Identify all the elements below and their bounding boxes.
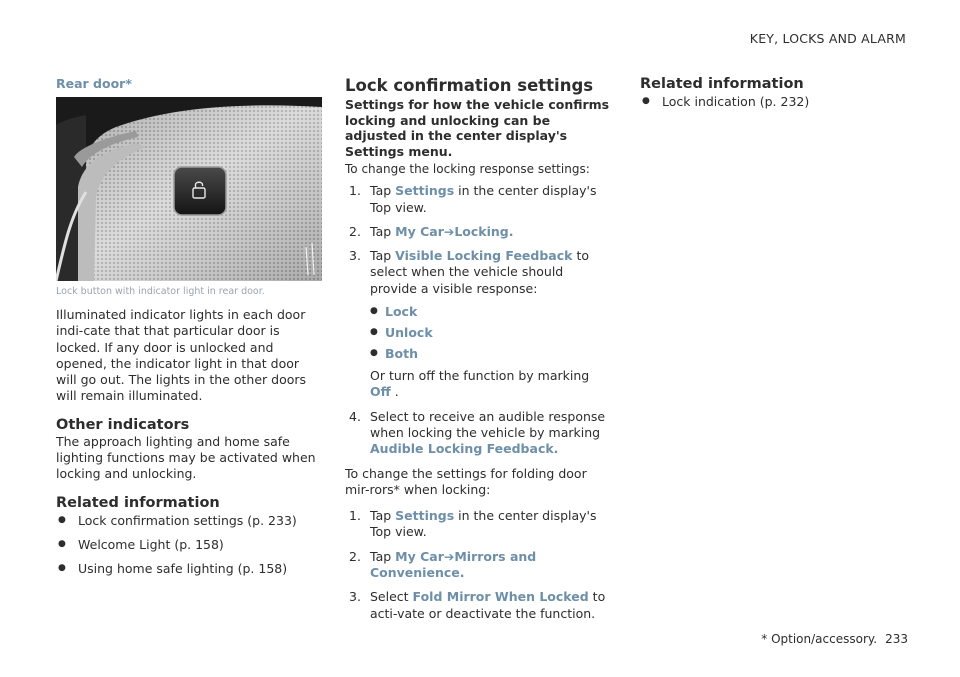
related-info-heading: Related information <box>56 494 220 511</box>
related-link[interactable]: ● Welcome Light (p. 158) <box>56 537 322 553</box>
option-lock: ● Lock <box>370 304 613 320</box>
related-info-heading: Related information <box>640 76 804 92</box>
related-link[interactable]: ● Using home safe lighting (p. 158) <box>56 561 322 577</box>
intro-text: To change the locking response settings: <box>345 162 590 176</box>
step-number: 4. <box>349 408 361 424</box>
rear-door-lock-photo <box>56 97 322 281</box>
step-item: 2. Tap My Car➔Locking. <box>349 223 514 239</box>
step-number: 2. <box>349 223 361 239</box>
related-link[interactable]: ● Lock confirmation settings (p. 233) <box>56 513 322 529</box>
locking-steps <box>345 183 613 457</box>
page-number: 233 <box>885 632 908 646</box>
page-footer <box>761 632 908 646</box>
mirrors-intro-text: To change the settings for folding door mir-rors* when locking: <box>345 465 587 497</box>
body-paragraph: Illuminated indicator lights in each door indi-cate that that particular door is locked. If any door is unlocked and opened, the indicator light in that door will go out. The lights in the other doors will remain illuminated. <box>56 307 307 404</box>
step-item: 1. Tap Settings in the center display's Top view. <box>349 508 597 540</box>
related-list <box>640 94 900 110</box>
step-item: 1. Tap Settings in the center display's Top view. <box>349 183 597 215</box>
settings-ui-label: Settings <box>395 183 455 199</box>
other-indicators-text: The approach lighting and home safe lighting functions may be activated when locking and unlocking. <box>56 433 316 482</box>
step-number: 2. <box>349 548 361 564</box>
my-car-ui-label: My Car <box>395 548 444 564</box>
footnote: * Option/accessory. <box>761 632 878 646</box>
visible-feedback-ui-label: Visible Locking Feedback <box>395 248 573 264</box>
step-item: 4. Select to receive an audible response when locking the vehicle by marking Audible Locking Feedback. <box>349 408 606 457</box>
step-number: 3. <box>349 248 361 264</box>
photo-caption: Lock button with indicator light in rear door. <box>56 286 265 297</box>
audible-feedback-ui-label: Audible Locking Feedback <box>370 441 554 457</box>
feedback-options <box>370 304 613 362</box>
off-ui-label: Off <box>370 384 391 400</box>
page-title: Lock confirmation settings <box>345 76 594 95</box>
running-header: KEY, LOCKS AND ALARM <box>749 31 906 46</box>
mirror-steps <box>345 508 613 622</box>
step-number: 1. <box>349 508 361 524</box>
option-unlock: ● Unlock <box>370 325 613 341</box>
step-item: 3. Select Fold Mirror When Locked to acti-vate or deactivate the function. <box>349 589 606 621</box>
locking-ui-label: Locking <box>454 223 509 239</box>
related-list <box>56 513 322 577</box>
my-car-ui-label: My Car <box>395 223 444 239</box>
settings-ui-label: Settings <box>395 508 455 524</box>
related-link[interactable]: ● Lock indication (p. 232) <box>640 94 900 110</box>
fold-mirror-ui-label: Fold Mirror When Locked <box>412 589 589 605</box>
mirrors-ui-label: Mirrors and Convenience <box>370 548 537 581</box>
other-indicators-heading: Other indicators <box>56 416 190 433</box>
section-title: Rear door* <box>56 76 132 91</box>
lead-text: Settings for how the vehicle confirms locking and unlocking can be adjusted in the center display's Settings menu. <box>345 97 610 159</box>
step-number: 3. <box>349 589 361 605</box>
step-item: 2. Tap My Car➔Mirrors and Convenience. <box>349 548 537 581</box>
step-number: 1. <box>349 183 361 199</box>
column-right <box>640 76 900 118</box>
column-middle <box>345 76 613 630</box>
column-left <box>56 76 322 585</box>
option-both: ● Both <box>370 346 613 362</box>
right-arrow-icon: ➔ <box>443 223 455 239</box>
right-arrow-icon: ➔ <box>443 548 455 564</box>
step-item: 3. Tap Visible Locking Feedback to select when the vehicle should provide a visible response: ● Lock ● Unlock ● Both Or turn off the function by marking Off . <box>345 248 613 400</box>
off-instruction: Or turn off the function by marking Off . <box>370 368 590 400</box>
